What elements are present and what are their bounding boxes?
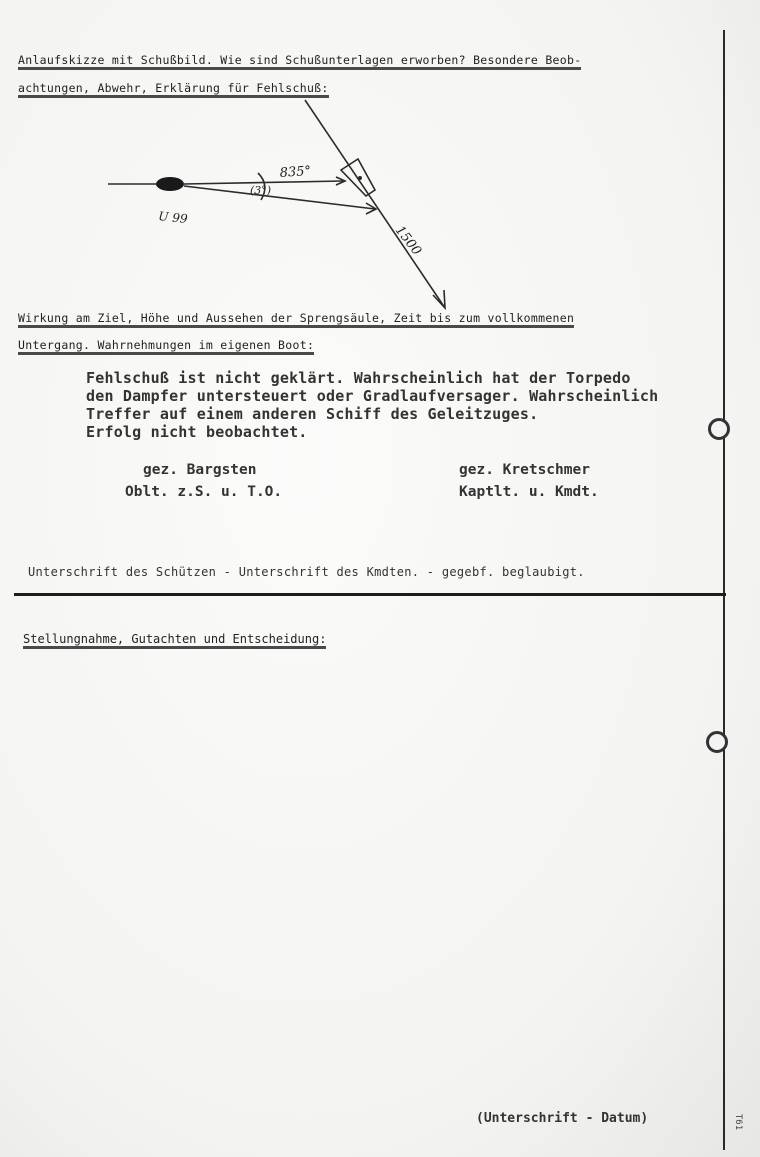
punch-hole-lower	[706, 731, 728, 753]
signature-left	[125, 459, 282, 503]
section1-heading-line1: Anlaufskizze mit Schußbild. Wie sind Schußunterlagen erworben? Besondere Beob-	[18, 53, 581, 68]
section-divider	[14, 593, 726, 596]
punch-hole-upper	[708, 418, 730, 440]
findings-line: Treffer auf einem anderen Schiff des Geleitzuges.	[86, 405, 539, 423]
findings-line: den Dampfer untersteuert oder Gradlaufversager. Wahrscheinlich	[86, 387, 659, 405]
footer-signature-line: (Unterschrift - Datum)	[476, 1111, 649, 1126]
section2-heading-line2: Untergang. Wahrnehmungen im eigenen Boot:	[18, 338, 314, 353]
signature-caption: Unterschrift des Schützen - Unterschrift des Kmdten. - gegebf. beglaubigt.	[28, 565, 585, 579]
distance-diag-label: 1500	[391, 223, 425, 259]
findings-line: Erfolg nicht beobachtet.	[86, 423, 308, 441]
right-signer-rank: Kaptlt. u. Kmdt.	[459, 484, 599, 500]
angle-label: (3°)	[250, 184, 272, 197]
attack-sketch	[100, 95, 480, 320]
section3-heading: Stellungnahme, Gutachten und Entscheidung:	[23, 632, 326, 646]
torpedo-track-line	[184, 186, 375, 209]
section1-heading-line2: achtungen, Abwehr, Erklärung für Fehlschuß:	[18, 81, 329, 96]
findings-text	[86, 369, 658, 441]
left-signer-name: gez. Bargsten	[143, 462, 257, 478]
signature-right	[459, 459, 599, 503]
target-track-line	[305, 100, 445, 308]
section2-heading-line1: Wirkung am Ziel, Höhe und Aussehen der Sprengsäule, Zeit bis zum vollkommenen	[18, 311, 574, 326]
left-signer-rank: Oblt. z.S. u. T.O.	[125, 484, 283, 500]
right-margin-rule	[723, 30, 725, 1150]
right-signer-name: gez. Kretschmer	[459, 462, 590, 478]
side-mark: T61	[733, 1113, 744, 1131]
distance-top-label: 835°	[279, 163, 312, 181]
findings-line: Fehlschuß ist nicht geklärt. Wahrscheinlich hat der Torpedo	[86, 369, 631, 387]
boat-label: U 99	[157, 209, 189, 227]
u-boat-symbol	[156, 177, 184, 191]
target-ship-dot	[358, 176, 362, 180]
